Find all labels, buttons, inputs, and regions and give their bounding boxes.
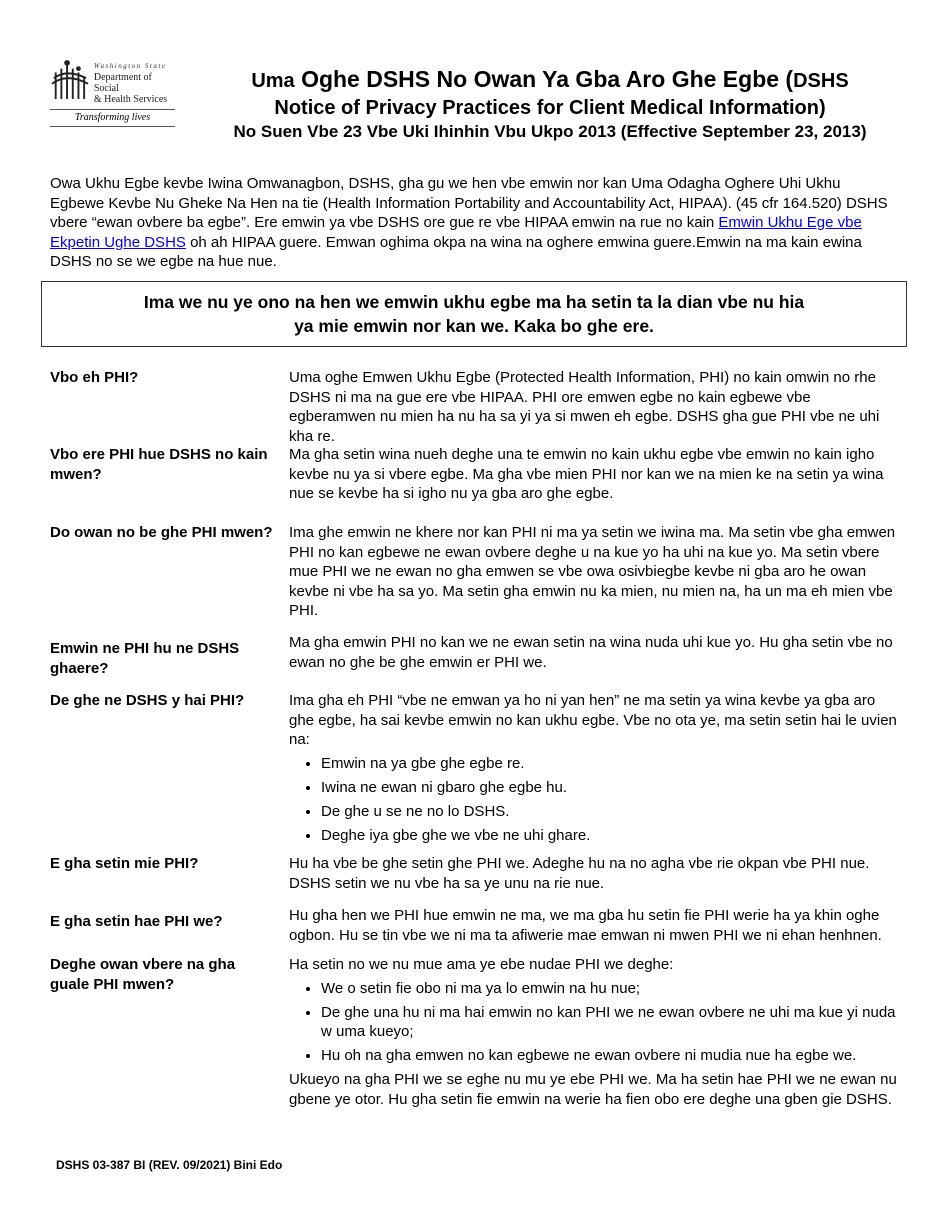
answer-who-sees-phi: Ima ghe emwin ne khere nor kan PHI ni ma ya setin we iwina ma. Ma setin vbe gha emwen PHI no kan egbewe ne ewan ovbere deghe u na kue yo ha uhi na kue yo. Ma setin vbere mue PHI we ne ewan no gha emwen se vbe owa osivbiegbe kevbe ni gba aro he owan kevbe ni vbe ha sa yo. Ma setin gha emwin nu ka mien, nu mien na, ha un ma eh mien vbe PHI. — [289, 524, 896, 619]
list-item: • Iwina ne ewan ni gbaro ghe egbe hu. — [321, 778, 901, 798]
callout-line2: ya mie emwin nor kan we. Kaka bo ghe ere. — [294, 316, 654, 336]
answer-see-phi: Hu ha vbe be ghe setin ghe PHI we. Adeghe hu na no agha vbe rie okpan vbe PHI nue. DSHS setin we nu vbe ha sa ye unu na rie nue. — [289, 855, 870, 892]
intro-paragraph — [50, 174, 890, 272]
callout-box — [41, 281, 907, 347]
form-number-footer: DSHS 03-387 BI (REV. 09/2021) Bini Edo — [56, 1158, 283, 1172]
logo-dept-line2: & Health Services — [93, 94, 168, 105]
answer-limit-phi — [289, 955, 901, 1109]
question-who-sees-phi: Do owan no be ghe PHI mwen? — [50, 524, 273, 541]
privacy-policy-link[interactable]: Emwin Ukhu Ege vbe Ekpetin Ughe DSHS — [50, 214, 862, 251]
list-item: • Hu oh na gha emwen no kan egbewe ne ewan ovbere ni mudia nue ha egbe we. — [321, 1046, 901, 1066]
logo-dept-line1: Department of Social — [93, 72, 152, 94]
page-title — [185, 64, 915, 144]
intro-text-before: Owa Ukhu Egbe kevbe Iwina Omwanagbon, DSHS, gha gu we hen vbe emwin nor kan Uma Odagha Oghere Uhi Ukhu Egbewe Kevbe Nu Gheke Na Hen na tie (Health Information Portability and Accountability Act, HIPAA). (45 cfr 164.520) DSHS vbere “ewan ovbere ba egbe”. Ere emwin ya vbe DSHS ore gue re vbe HIPAA emwin na rue no kain — [50, 175, 888, 231]
list-item: • Emwin na ya gbe ghe egbe re. — [321, 754, 901, 774]
answer-phi-sharing — [289, 691, 901, 850]
answer-limit-phi-after: Ukueyo na gha PHI we se eghe nu mu ye ebe PHI we. Ma ha setin hae PHI we ne ewan nu gbene ye otor. Hu gha setin fie emwin na werie ha fien obo ere deghe una gben gie DSHS. — [289, 1071, 897, 1108]
title-english: Notice of Privacy Practices for Client Medical Information) — [274, 97, 826, 119]
intro-text-after: oh ah HIPAA guere. Emwan oghima okpa na wina na oghere emwina guere.Emwin na ma kain ewina DSHS no se we egbe na hue nue. — [50, 233, 862, 270]
answer-phi-types: Ma gha setin wina nueh deghe una te emwin no kain ukhu egbe vbe emwin no kain igho kevbe nu ya si vbere egbe. Ma gha vbe mien PHI nor kan we na mien ke na setin ya wina nue se kevbe ha si igho nu ya gba aro ghe egbe. — [289, 446, 884, 502]
answer-phi-uses: Ma gha emwin PHI no kan we ne ewan setin na wina nuda uhi kue yo. Hu gha setin vbe no ewan no ghe be ghe emwin er PHI we. — [289, 634, 893, 671]
question-phi-sharing: De ghe ne DSHS y hai PHI? — [50, 692, 245, 709]
question-phi-types: Vbo ere PHI hue DSHS no kain mwen? — [50, 446, 268, 483]
title-main: Oghe DSHS No Owan Ya Gba Aro Ghe Egbe ( — [301, 66, 794, 92]
list-item: • De ghe u se ne no lo DSHS. — [321, 802, 901, 822]
logo-divider-bottom — [50, 126, 175, 127]
logo-state: Washington State — [93, 62, 167, 70]
answer-phi-sharing-text: Ima gha eh PHI “vbe ne emwan ya ho ni yan hen” ne ma setin ya wina kevbe ya gba aro ghe egbe, ha sai kevbe emwin no kan ukhu egbe. Vbe no ota ye, ma setin setin hai le uvien na: — [289, 692, 897, 748]
phi-limit-list — [289, 979, 901, 1066]
dshs-emblem-icon — [50, 58, 90, 102]
list-item: • We o setin fie obo ni ma ya lo emwin na hu nue; — [321, 979, 901, 999]
question-see-phi: E gha setin mie PHI? — [50, 855, 199, 872]
title-suffix: DSHS — [793, 70, 849, 92]
list-item: • Deghe iya gbe ghe we vbe ne uhi ghare. — [321, 826, 901, 846]
question-limit-phi: Deghe owan vbere na gha guale PHI mwen? — [50, 956, 236, 993]
dshs-logo — [50, 58, 175, 127]
question-change-phi: E gha setin hae PHI we? — [50, 913, 223, 930]
answer-limit-phi-text: Ha setin no we nu mue ama ye ebe nudae PHI we deghe: — [289, 956, 674, 973]
logo-tagline: Transforming lives — [74, 112, 151, 123]
answer-change-phi: Hu gha hen we PHI hue emwin ne ma, we ma gba hu setin fie PHI werie ha ya khin oghe ogbon. Hu se tin vbe we ni ma ta afiwerie mae emwan ni mwen PHI we ni ehan henhnen. — [289, 907, 882, 944]
title-effective-date: No Suen Vbe 23 Vbe Uki Ihinhin Vbu Ukpo 2013 (Effective September 23, 2013) — [233, 122, 867, 141]
logo-divider — [50, 109, 175, 110]
question-what-is-phi: Vbo eh PHI? — [50, 369, 139, 386]
phi-sharing-list — [289, 754, 901, 846]
title-prefix: Uma — [251, 70, 295, 92]
callout-line1: Ima we nu ye ono na hen we emwin ukhu egbe ma ha setin ta la dian vbe nu hia — [143, 292, 805, 312]
list-item: • De ghe una hu ni ma hai emwin no kan PHI we ne ewan ovbere ne uhi ma kue yi nuda w uma kueyo; — [321, 1003, 901, 1042]
answer-what-is-phi: Uma oghe Emwen Ukhu Egbe (Protected Health Information, PHI) no kain omwin no rhe DSHS ni ma na gue ere vbe HIPAA. PHI ore emwen egbe no kain egbewe vbe egberamwen nu mien ha nu ha sa yi ya si mwen eh egbe. DSHS gha gue PHI vbe ne uhi kha re. — [289, 369, 880, 445]
question-phi-uses: Emwin ne PHI hu ne DSHS ghaere? — [50, 640, 240, 677]
